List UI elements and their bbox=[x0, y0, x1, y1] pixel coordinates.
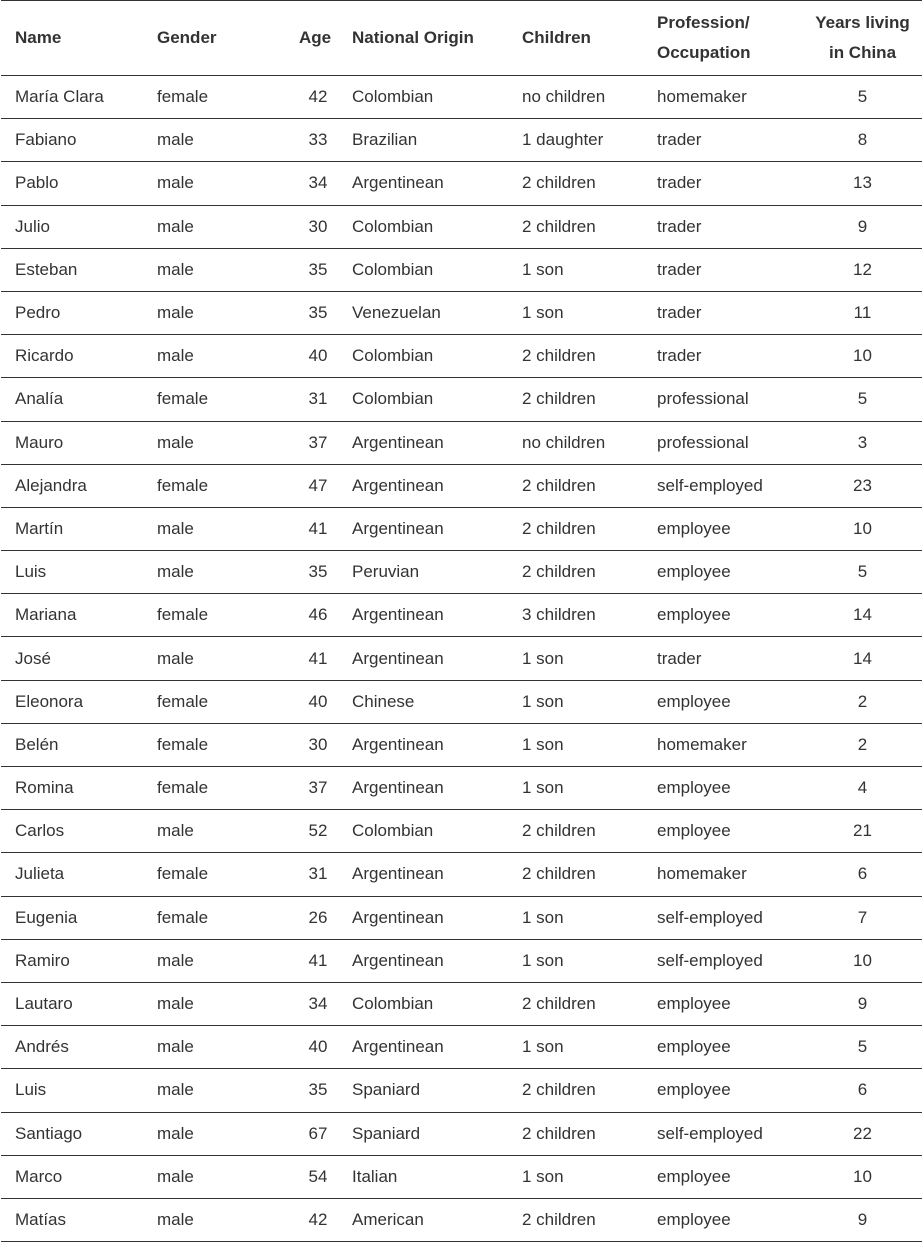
table-row bbox=[1, 896, 922, 939]
cell-children: 2 children bbox=[522, 994, 596, 1014]
cell-name: Pedro bbox=[15, 303, 61, 323]
cell-gender: male bbox=[157, 303, 194, 323]
table-row bbox=[1, 939, 922, 982]
cell-name: Luis bbox=[15, 562, 47, 582]
cell-children: 2 children bbox=[522, 346, 596, 366]
cell-children: 2 children bbox=[522, 1080, 596, 1100]
cell-name: Eugenia bbox=[15, 907, 78, 927]
cell-gender: female bbox=[157, 734, 209, 754]
table-row bbox=[1, 507, 922, 550]
cell-age: 40 bbox=[308, 1037, 328, 1057]
cell-name: Analía bbox=[15, 389, 64, 409]
cell-gender: female bbox=[157, 389, 209, 409]
cell-gender: male bbox=[157, 1037, 194, 1057]
cell-gender: male bbox=[157, 518, 194, 538]
table-row bbox=[1, 1069, 922, 1112]
cell-years-in-china: 4 bbox=[857, 778, 868, 798]
cell-years-in-china: 2 bbox=[857, 734, 868, 754]
cell-age: 46 bbox=[308, 605, 328, 625]
cell-years-in-china: 22 bbox=[853, 1123, 872, 1143]
cell-gender: male bbox=[157, 648, 194, 668]
cell-years-in-china: 9 bbox=[857, 994, 868, 1014]
cell-gender: female bbox=[157, 864, 209, 884]
cell-children: 2 children bbox=[522, 1123, 596, 1143]
cell-national-origin: Colombian bbox=[352, 259, 434, 279]
cell-name: Romina bbox=[15, 778, 74, 798]
cell-name: Julieta bbox=[15, 864, 65, 884]
table-row bbox=[1, 1112, 922, 1155]
cell-profession: employee bbox=[657, 1209, 731, 1229]
cell-children: 2 children bbox=[522, 216, 596, 236]
cell-age: 31 bbox=[308, 864, 328, 884]
table-body bbox=[1, 76, 922, 1242]
cell-national-origin: Spaniard bbox=[352, 1080, 421, 1100]
cell-national-origin: Argentinean bbox=[352, 432, 444, 452]
cell-children: 2 children bbox=[522, 173, 596, 193]
cell-age: 40 bbox=[308, 346, 328, 366]
cell-age: 42 bbox=[308, 1209, 328, 1229]
cell-children: 3 children bbox=[522, 605, 596, 625]
cell-children: 1 son bbox=[522, 950, 564, 970]
cell-age: 31 bbox=[308, 389, 328, 409]
cell-years-in-china: 21 bbox=[853, 821, 872, 841]
cell-profession: employee bbox=[657, 1037, 731, 1057]
cell-gender: male bbox=[157, 994, 194, 1014]
cell-profession: self-employed bbox=[657, 950, 763, 970]
table-row bbox=[1, 1155, 922, 1198]
cell-national-origin: Colombian bbox=[352, 994, 434, 1014]
cell-name: Martín bbox=[15, 518, 64, 538]
cell-children: 2 children bbox=[522, 1209, 596, 1229]
cell-gender: male bbox=[157, 216, 194, 236]
cell-national-origin: American bbox=[352, 1209, 424, 1229]
header-years-line2: in China bbox=[828, 43, 897, 62]
cell-age: 40 bbox=[308, 691, 328, 711]
cell-name: Fabiano bbox=[15, 130, 77, 150]
table-row bbox=[1, 551, 922, 594]
cell-years-in-china: 5 bbox=[857, 87, 868, 107]
cell-profession: employee bbox=[657, 778, 731, 798]
cell-profession: professional bbox=[657, 389, 749, 409]
header-profession-line2: Occupation bbox=[657, 43, 751, 62]
cell-name: Marco bbox=[15, 1166, 63, 1186]
cell-profession: employee bbox=[657, 994, 731, 1014]
cell-profession: homemaker bbox=[657, 734, 747, 754]
cell-gender: male bbox=[157, 950, 194, 970]
cell-age: 41 bbox=[308, 648, 328, 668]
cell-profession: employee bbox=[657, 691, 731, 711]
cell-profession: trader bbox=[657, 173, 702, 193]
cell-years-in-china: 12 bbox=[853, 259, 872, 279]
cell-name: Matías bbox=[15, 1209, 67, 1229]
header-children: Children bbox=[522, 28, 591, 47]
cell-children: 1 son bbox=[522, 303, 564, 323]
table-row bbox=[1, 464, 922, 507]
cell-name: Santiago bbox=[15, 1123, 83, 1143]
cell-children: 2 children bbox=[522, 562, 596, 582]
cell-name: Eleonora bbox=[15, 691, 84, 711]
cell-profession: self-employed bbox=[657, 1123, 763, 1143]
cell-profession: homemaker bbox=[657, 864, 747, 884]
cell-age: 35 bbox=[308, 303, 328, 323]
cell-national-origin: Argentinean bbox=[352, 778, 444, 798]
cell-profession: trader bbox=[657, 648, 702, 668]
table-header bbox=[1, 1, 922, 76]
cell-years-in-china: 13 bbox=[853, 173, 872, 193]
cell-children: no children bbox=[522, 87, 606, 107]
cell-age: 34 bbox=[308, 173, 328, 193]
header-age: Age bbox=[298, 28, 332, 47]
cell-years-in-china: 5 bbox=[857, 389, 868, 409]
cell-national-origin: Argentinean bbox=[352, 734, 444, 754]
cell-gender: female bbox=[157, 907, 209, 927]
cell-children: 2 children bbox=[522, 864, 596, 884]
cell-profession: employee bbox=[657, 518, 731, 538]
cell-national-origin: Argentinean bbox=[352, 648, 444, 668]
cell-gender: female bbox=[157, 691, 209, 711]
cell-gender: male bbox=[157, 562, 194, 582]
cell-children: 2 children bbox=[522, 389, 596, 409]
table-row bbox=[1, 982, 922, 1025]
cell-years-in-china: 11 bbox=[853, 303, 872, 323]
cell-name: Julio bbox=[15, 216, 50, 236]
cell-national-origin: Argentinean bbox=[352, 1037, 444, 1057]
table-row bbox=[1, 119, 922, 162]
table-row bbox=[1, 162, 922, 205]
header-gender: Gender bbox=[157, 28, 217, 47]
cell-national-origin: Argentinean bbox=[352, 475, 444, 495]
cell-age: 52 bbox=[308, 821, 328, 841]
cell-profession: employee bbox=[657, 821, 731, 841]
cell-profession: trader bbox=[657, 303, 702, 323]
cell-profession: self-employed bbox=[657, 907, 763, 927]
cell-gender: male bbox=[157, 346, 194, 366]
cell-age: 41 bbox=[308, 518, 328, 538]
cell-gender: male bbox=[157, 173, 194, 193]
cell-profession: professional bbox=[657, 432, 749, 452]
cell-profession: trader bbox=[657, 130, 702, 150]
cell-name: Alejandra bbox=[15, 475, 87, 495]
cell-age: 26 bbox=[308, 907, 328, 927]
cell-national-origin: Argentinean bbox=[352, 907, 444, 927]
cell-age: 30 bbox=[308, 216, 328, 236]
cell-years-in-china: 8 bbox=[857, 130, 868, 150]
table-row bbox=[1, 248, 922, 291]
cell-age: 54 bbox=[308, 1166, 328, 1186]
table-row bbox=[1, 637, 922, 680]
cell-gender: male bbox=[157, 432, 194, 452]
cell-name: Ricardo bbox=[15, 346, 74, 366]
participants-table bbox=[1, 0, 922, 1242]
cell-national-origin: Argentinean bbox=[352, 518, 444, 538]
cell-years-in-china: 10 bbox=[853, 950, 872, 970]
cell-years-in-china: 5 bbox=[857, 562, 868, 582]
cell-years-in-china: 14 bbox=[853, 605, 872, 625]
table-row bbox=[1, 723, 922, 766]
cell-children: 1 son bbox=[522, 259, 564, 279]
cell-years-in-china: 2 bbox=[857, 691, 868, 711]
cell-years-in-china: 9 bbox=[857, 1209, 868, 1229]
cell-gender: female bbox=[157, 87, 209, 107]
table-row bbox=[1, 594, 922, 637]
cell-name: Lautaro bbox=[15, 994, 73, 1014]
cell-years-in-china: 23 bbox=[853, 475, 872, 495]
cell-national-origin: Colombian bbox=[352, 87, 434, 107]
cell-gender: male bbox=[157, 130, 194, 150]
cell-profession: trader bbox=[657, 346, 702, 366]
cell-name: Pablo bbox=[15, 173, 59, 193]
cell-children: 2 children bbox=[522, 821, 596, 841]
header-row bbox=[1, 1, 922, 76]
cell-gender: female bbox=[157, 475, 209, 495]
table-row bbox=[1, 767, 922, 810]
cell-gender: male bbox=[157, 259, 194, 279]
cell-name: Ramiro bbox=[15, 950, 70, 970]
cell-national-origin: Argentinean bbox=[352, 605, 444, 625]
cell-name: Mauro bbox=[15, 432, 64, 452]
table-row bbox=[1, 853, 922, 896]
cell-national-origin: Colombian bbox=[352, 389, 434, 409]
table-row bbox=[1, 378, 922, 421]
table-row bbox=[1, 205, 922, 248]
cell-children: 1 son bbox=[522, 648, 564, 668]
header-national-origin: National Origin bbox=[352, 28, 474, 47]
table-row bbox=[1, 76, 922, 119]
cell-years-in-china: 6 bbox=[857, 1080, 868, 1100]
cell-name: Andrés bbox=[15, 1037, 69, 1057]
cell-gender: male bbox=[157, 1080, 194, 1100]
cell-years-in-china: 3 bbox=[857, 432, 868, 452]
table-row bbox=[1, 291, 922, 334]
cell-national-origin: Argentinean bbox=[352, 173, 444, 193]
cell-age: 37 bbox=[308, 778, 328, 798]
cell-children: 2 children bbox=[522, 518, 596, 538]
cell-years-in-china: 14 bbox=[853, 648, 872, 668]
cell-years-in-china: 10 bbox=[853, 1166, 872, 1186]
cell-gender: male bbox=[157, 1123, 194, 1143]
cell-name: Mariana bbox=[15, 605, 77, 625]
cell-national-origin: Chinese bbox=[352, 691, 415, 711]
cell-national-origin: Colombian bbox=[352, 821, 434, 841]
table-row bbox=[1, 810, 922, 853]
cell-gender: female bbox=[157, 778, 209, 798]
cell-name: Carlos bbox=[15, 821, 65, 841]
cell-national-origin: Colombian bbox=[352, 216, 434, 236]
cell-gender: male bbox=[157, 1166, 194, 1186]
cell-years-in-china: 6 bbox=[857, 864, 868, 884]
cell-children: 1 son bbox=[522, 907, 564, 927]
cell-age: 35 bbox=[308, 259, 328, 279]
cell-children: 1 son bbox=[522, 778, 564, 798]
cell-national-origin: Brazilian bbox=[352, 130, 418, 150]
cell-children: no children bbox=[522, 432, 606, 452]
cell-children: 1 son bbox=[522, 1166, 564, 1186]
cell-children: 1 daughter bbox=[522, 130, 604, 150]
cell-age: 35 bbox=[308, 562, 328, 582]
cell-national-origin: Colombian bbox=[352, 346, 434, 366]
cell-years-in-china: 10 bbox=[853, 346, 872, 366]
cell-children: 2 children bbox=[522, 475, 596, 495]
cell-age: 67 bbox=[308, 1123, 328, 1143]
cell-age: 41 bbox=[308, 950, 328, 970]
cell-profession: employee bbox=[657, 562, 731, 582]
cell-age: 35 bbox=[308, 1080, 328, 1100]
cell-years-in-china: 7 bbox=[857, 907, 868, 927]
cell-profession: trader bbox=[657, 259, 702, 279]
header-years-line1: Years living bbox=[815, 13, 910, 32]
table-row bbox=[1, 1026, 922, 1069]
cell-age: 37 bbox=[308, 432, 328, 452]
cell-national-origin: Italian bbox=[352, 1166, 398, 1186]
cell-national-origin: Argentinean bbox=[352, 950, 444, 970]
cell-gender: male bbox=[157, 1209, 194, 1229]
cell-profession: employee bbox=[657, 1166, 731, 1186]
cell-age: 34 bbox=[308, 994, 328, 1014]
cell-profession: homemaker bbox=[657, 87, 747, 107]
cell-gender: male bbox=[157, 821, 194, 841]
header-years-in-china bbox=[803, 1, 922, 76]
cell-national-origin: Peruvian bbox=[352, 562, 420, 582]
cell-name: Esteban bbox=[15, 259, 78, 279]
cell-national-origin: Venezuelan bbox=[352, 303, 441, 323]
table-row bbox=[1, 335, 922, 378]
cell-age: 30 bbox=[308, 734, 328, 754]
cell-profession: trader bbox=[657, 216, 702, 236]
cell-national-origin: Spaniard bbox=[352, 1123, 421, 1143]
table-row bbox=[1, 680, 922, 723]
cell-name: Belén bbox=[15, 734, 59, 754]
header-name: Name bbox=[15, 28, 62, 47]
table-row bbox=[1, 421, 922, 464]
cell-children: 1 son bbox=[522, 691, 564, 711]
cell-years-in-china: 5 bbox=[857, 1037, 868, 1057]
header-profession-line1: Profession/ bbox=[657, 13, 750, 32]
cell-profession: employee bbox=[657, 605, 731, 625]
cell-profession: self-employed bbox=[657, 475, 763, 495]
cell-years-in-china: 10 bbox=[853, 518, 872, 538]
cell-profession: employee bbox=[657, 1080, 731, 1100]
cell-age: 42 bbox=[308, 87, 328, 107]
cell-name: Luis bbox=[15, 1080, 47, 1100]
cell-years-in-china: 9 bbox=[857, 216, 868, 236]
cell-gender: female bbox=[157, 605, 209, 625]
cell-name: José bbox=[15, 648, 51, 668]
cell-children: 1 son bbox=[522, 734, 564, 754]
cell-children: 1 son bbox=[522, 1037, 564, 1057]
header-profession bbox=[657, 1, 803, 76]
table-row bbox=[1, 1198, 922, 1241]
cell-age: 47 bbox=[308, 475, 328, 495]
cell-national-origin: Argentinean bbox=[352, 864, 444, 884]
cell-name: María Clara bbox=[15, 87, 104, 107]
cell-age: 33 bbox=[308, 130, 328, 150]
